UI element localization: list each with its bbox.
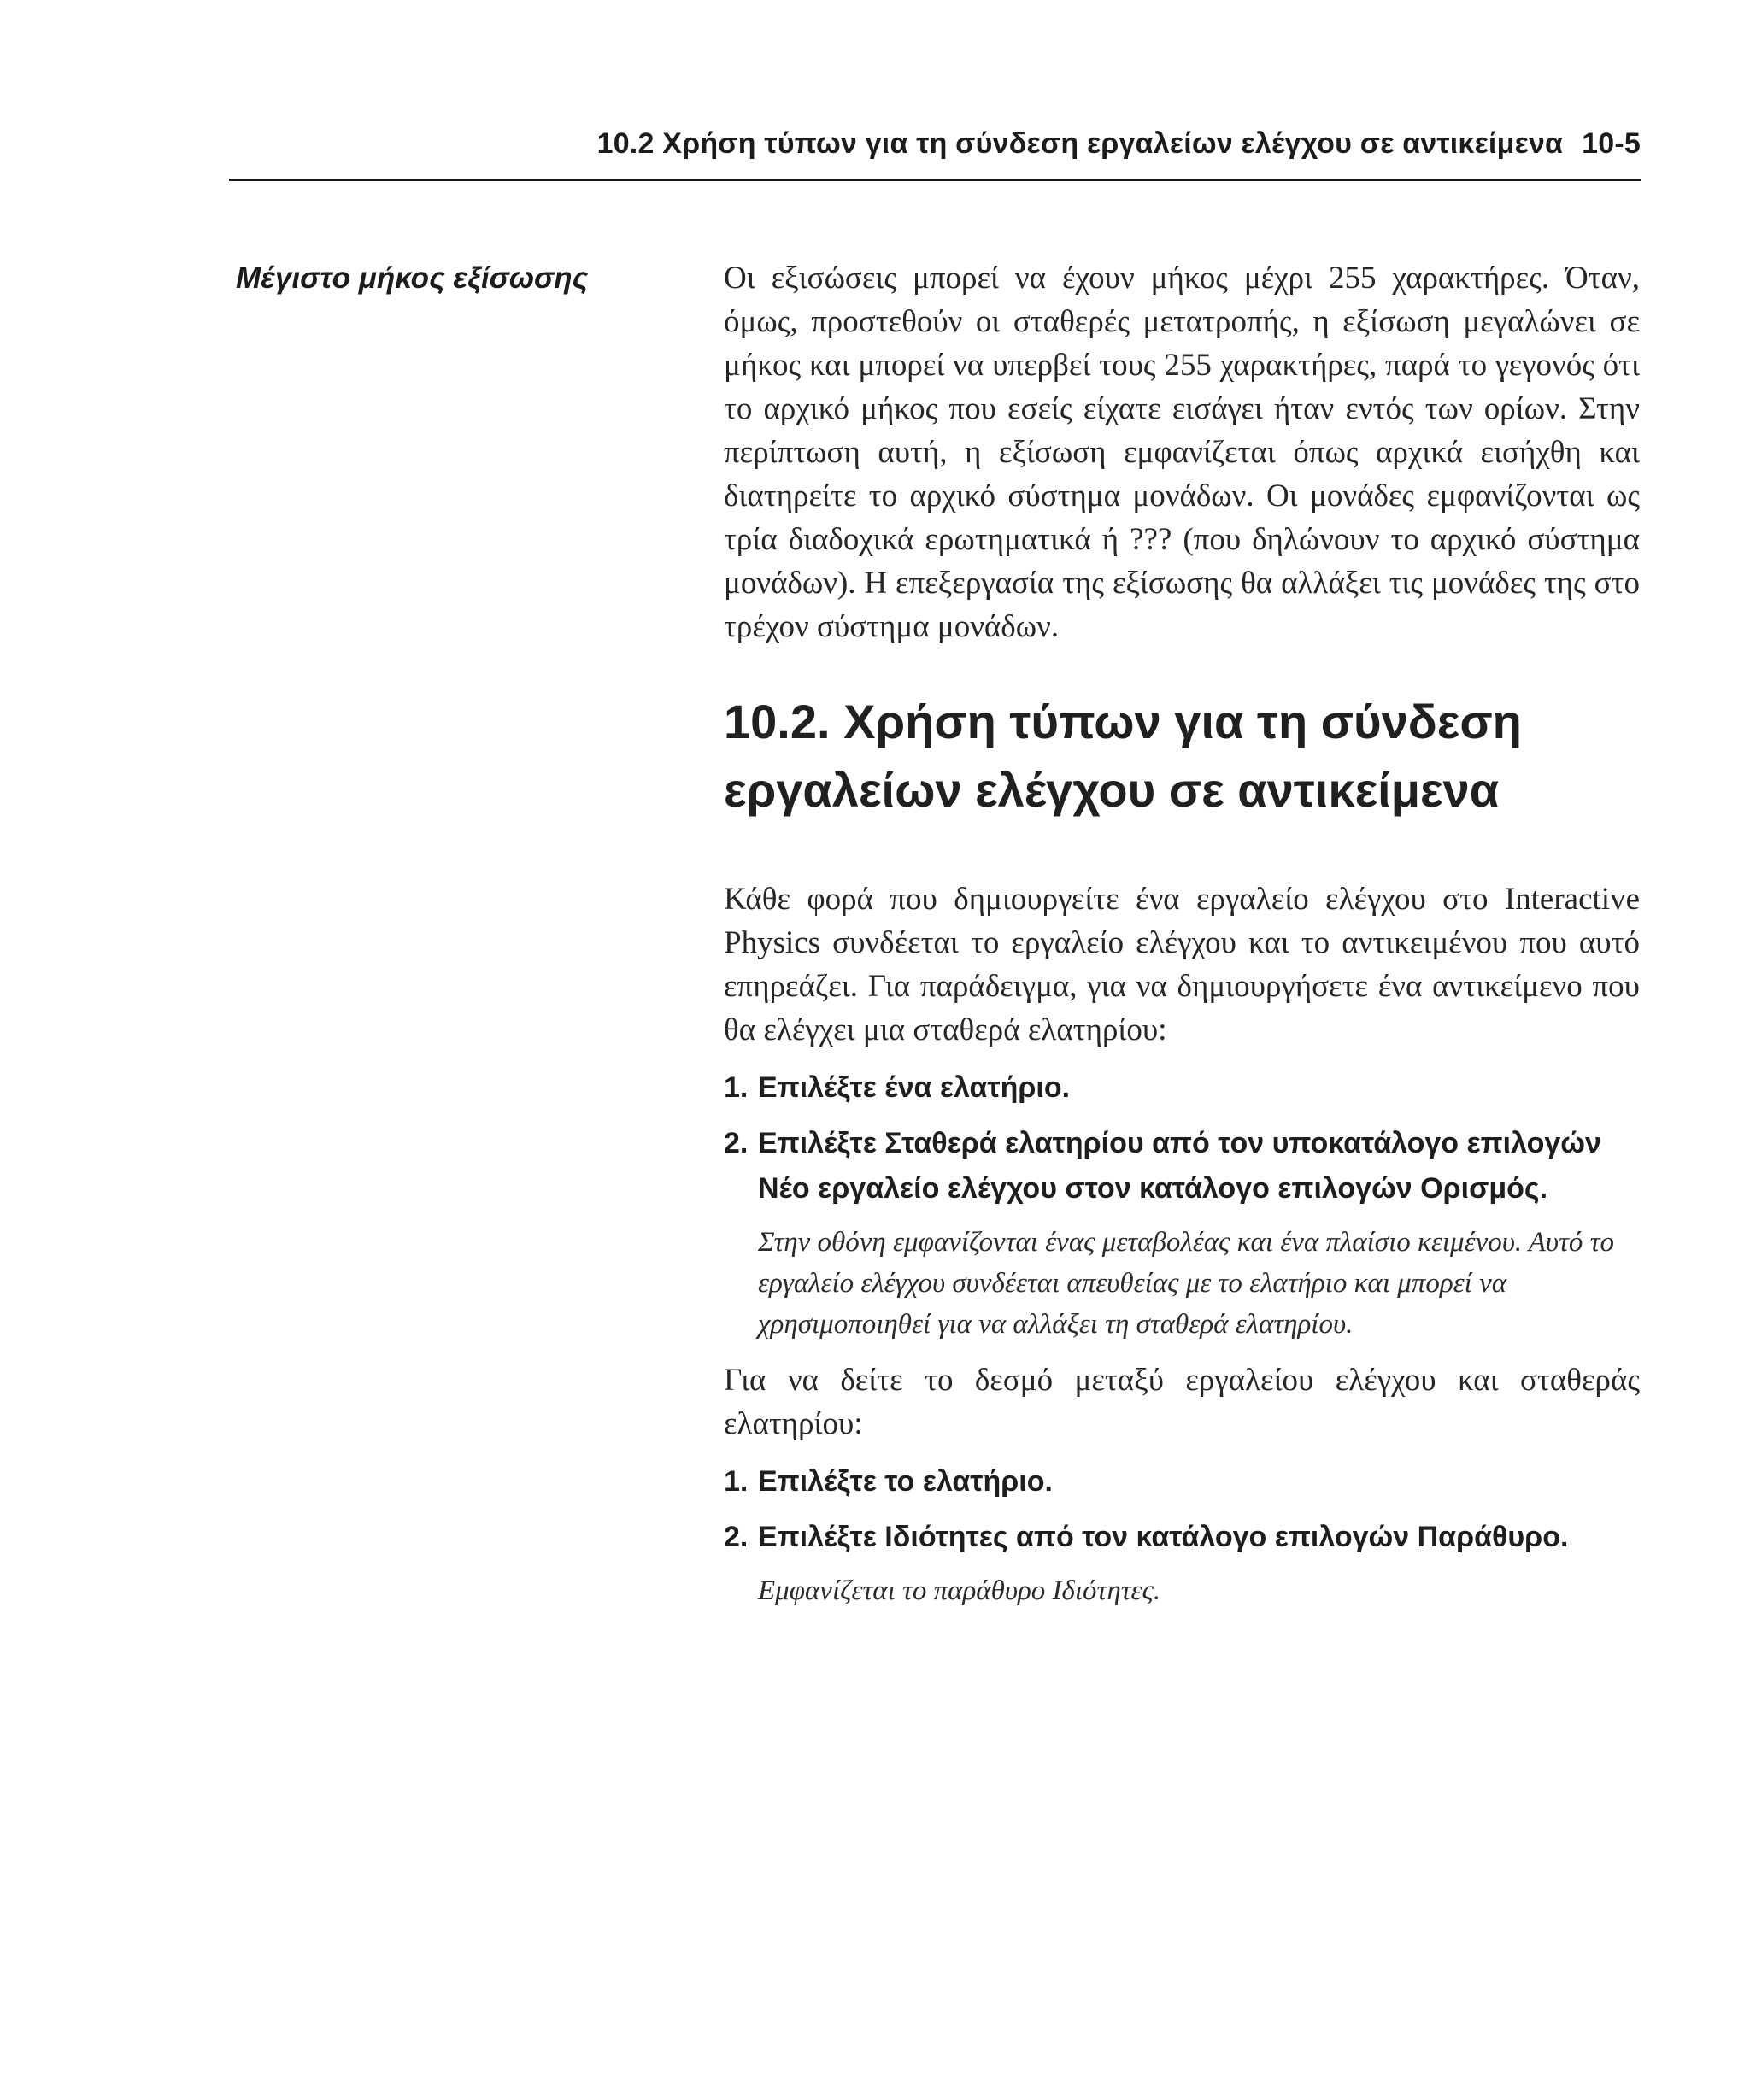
page-number: 10-5: [1582, 127, 1641, 160]
section-heading-line-2: εργαλείων ελέγχου σε αντικείμενα: [724, 763, 1500, 817]
paragraph-view-link: Για να δείτε το δεσμό μεταξύ εργαλείου ελέγχου και σταθεράς ελατηρίου:: [724, 1363, 1640, 1441]
step-number: 1.: [724, 1465, 749, 1498]
result-note-b: Εμφανίζεται το παράθυρο Ιδιότητες.: [758, 1575, 1161, 1606]
running-header-title: [597, 127, 1641, 161]
step-a-1: [724, 1065, 1640, 1111]
intro-paragraph: Κάθε φορά που δημιουργείτε ένα εργαλείο ελέγχου στο Interactive Physics συνδέεται το εργαλείο ελέγχου και το αντικειμένου που αυτό επηρεάζει. Για παράδειγμα, για να δημιουργήσετε ένα αντικείμενο που θα ελέγχει μια σταθερά ελατηρίου:: [724, 882, 1640, 1047]
paragraph-max-equation-length: Οι εξισώσεις μπορεί να έχουν μήκος μέχρι 255 χαρακτήρες. Όταν, όμως, προστεθούν οι σταθερές μετατροπής, η εξίσωση μεγαλώνει σε μήκος και μπορεί να υπερβεί τους 255 χαρακτήρες, παρά το γεγονός ότι το αρχικό μήκος που εσείς είχατε εισάγει ήταν εντός των ορίων. Στην περίπτωση αυτή, η εξίσωση εμφανίζεται όπως αρχικά εισήχθη και διατηρείτε το αρχικό σύστημα μονάδων. Οι μονάδες εμφανίζονται ως τρία διαδοχικά ερωτηματικά ή ??? (που δηλώνουν το αρχικό σύστημα μονάδων). Η επεξεργασία της εξίσωσης θα αλλάξει τις μονάδες της στο τρέχον σύστημα μονάδων.: [724, 261, 1640, 644]
step-number: 1.: [724, 1071, 749, 1104]
step-text: Επιλέξτε το ελατήριο.: [758, 1465, 1053, 1498]
section-heading-line-1: 10.2. Χρήση τύπων για τη σύνδεση: [724, 695, 1522, 748]
step-b-2: [724, 1515, 1640, 1560]
step-b-1: [724, 1459, 1640, 1505]
step-text: Επιλέξτε ένα ελατήριο.: [758, 1071, 1071, 1104]
step-text: Επιλέξτε Σταθερά ελατηρίου από τον υποκατάλογο επιλογών Νέο εργαλείο ελέγχου στον κατάλογο επιλογών Ορισμός.: [758, 1127, 1601, 1205]
running-header: [229, 120, 1641, 181]
step-number: 2.: [724, 1127, 749, 1159]
margin-heading: Μέγιστο μήκος εξίσωσης: [236, 261, 589, 295]
step-number: 2.: [724, 1521, 749, 1553]
section-heading: [724, 688, 1640, 824]
result-note-a: Στην οθόνη εμφανίζονται ένας μεταβολέας και ένα πλαίσιο κειμένου. Αυτό το εργαλείο ελέγχου συνδέεται απευθείας με το ελατήριο και μπορεί να χρησιμοποιηθεί για να αλλάξει τη σταθερά ελατηρίου.: [758, 1227, 1614, 1340]
step-a-2: [724, 1121, 1640, 1211]
step-text: Επιλέξτε Ιδιότητες από τον κατάλογο επιλογών Παράθυρο.: [758, 1521, 1569, 1553]
header-title-text: 10.2 Χρήση τύπων για τη σύνδεση εργαλείων ελέγχου σε αντικείμενα: [596, 127, 1564, 160]
main-column: [724, 256, 1640, 1611]
